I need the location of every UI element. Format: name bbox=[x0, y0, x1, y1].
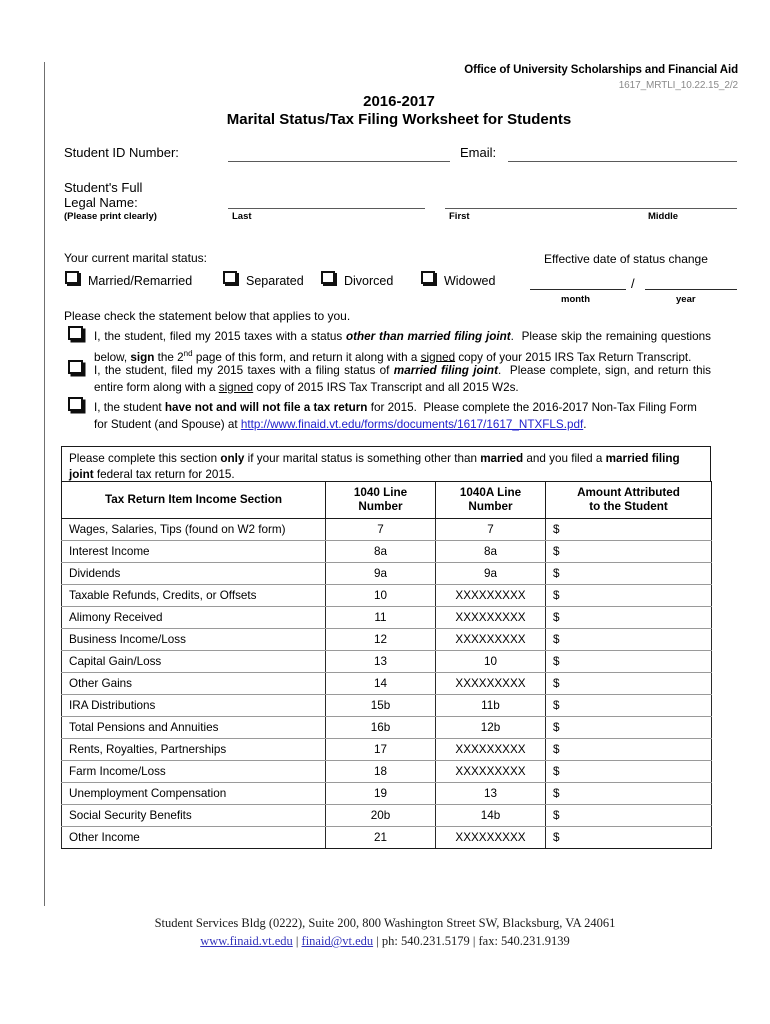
footer-contact-line bbox=[0, 932, 770, 950]
col-header-1040-line2: Number bbox=[358, 500, 403, 513]
cell-1040a-line: XXXXXXXXX bbox=[436, 607, 546, 629]
email-input[interactable] bbox=[508, 161, 737, 162]
cell-1040-line: 21 bbox=[326, 827, 436, 849]
print-clearly-note: (Please print clearly) bbox=[64, 211, 157, 222]
cell-income-item: Farm Income/Loss bbox=[62, 761, 326, 783]
cell-amount-input[interactable]: $ bbox=[546, 805, 712, 827]
income-table-head bbox=[62, 482, 712, 519]
cell-1040a-line: XXXXXXXXX bbox=[436, 585, 546, 607]
cell-1040a-line: 13 bbox=[436, 783, 546, 805]
cell-income-item: Social Security Benefits bbox=[62, 805, 326, 827]
legal-name-label-line1: Student's Full bbox=[64, 180, 143, 195]
table-row bbox=[62, 651, 712, 673]
label-divorced: Divorced bbox=[344, 274, 394, 288]
cell-1040a-line: XXXXXXXXX bbox=[436, 739, 546, 761]
col-header-item-line1: Tax Return Item Income Section bbox=[104, 493, 283, 506]
checkbox-separated[interactable] bbox=[223, 271, 237, 284]
col-header-amount bbox=[546, 482, 712, 519]
footer-email-link[interactable]: finaid@vt.edu bbox=[301, 934, 374, 948]
label-married-remarried: Married/Remarried bbox=[88, 274, 193, 288]
cell-amount-input[interactable]: $ bbox=[546, 783, 712, 805]
email-label: Email: bbox=[460, 145, 497, 160]
effective-month-input[interactable] bbox=[530, 289, 626, 290]
footer-website-link[interactable]: www.finaid.vt.edu bbox=[200, 934, 293, 948]
cell-income-item: Interest Income bbox=[62, 541, 326, 563]
cell-amount-input[interactable]: $ bbox=[546, 739, 712, 761]
col-header-1040-line1: 1040 Line bbox=[353, 486, 408, 499]
cell-1040-line: 9a bbox=[326, 563, 436, 585]
col-header-1040 bbox=[326, 482, 436, 519]
checkbox-widowed[interactable] bbox=[421, 271, 435, 284]
cell-1040a-line: XXXXXXXXX bbox=[436, 827, 546, 849]
table-row bbox=[62, 827, 712, 849]
cell-1040a-line: XXXXXXXXX bbox=[436, 629, 546, 651]
cell-income-item: Other Income bbox=[62, 827, 326, 849]
table-row bbox=[62, 585, 712, 607]
cell-amount-input[interactable]: $ bbox=[546, 585, 712, 607]
checkbox-statement-other-than-mfj[interactable] bbox=[68, 326, 83, 340]
cell-amount-input[interactable]: $ bbox=[546, 695, 712, 717]
checkbox-divorced[interactable] bbox=[321, 271, 335, 284]
table-row bbox=[62, 673, 712, 695]
income-table-body bbox=[62, 519, 712, 849]
marital-status-prompt: Your current marital status: bbox=[64, 251, 207, 265]
table-row bbox=[62, 717, 712, 739]
cell-1040-line: 7 bbox=[326, 519, 436, 541]
table-row bbox=[62, 695, 712, 717]
cell-income-item: Unemployment Compensation bbox=[62, 783, 326, 805]
cell-amount-input[interactable]: $ bbox=[546, 717, 712, 739]
page-left-rule bbox=[44, 62, 45, 906]
cell-amount-input[interactable]: $ bbox=[546, 629, 712, 651]
cell-1040-line: 20b bbox=[326, 805, 436, 827]
footer-address: Student Services Bldg (0222), Suite 200, 800 Washington Street SW, Blacksburg, VA 24061 bbox=[154, 916, 616, 930]
cell-income-item: Capital Gain/Loss bbox=[62, 651, 326, 673]
table-row bbox=[62, 563, 712, 585]
page-title: Marital Status/Tax Filing Worksheet for Students bbox=[226, 111, 572, 128]
table-row bbox=[62, 805, 712, 827]
last-name-input[interactable] bbox=[228, 208, 425, 209]
first-name-caption: First bbox=[449, 211, 470, 222]
cell-income-item: Rents, Royalties, Partnerships bbox=[62, 739, 326, 761]
table-row bbox=[62, 761, 712, 783]
cell-amount-input[interactable]: $ bbox=[546, 673, 712, 695]
cell-1040a-line: 14b bbox=[436, 805, 546, 827]
table-row bbox=[62, 739, 712, 761]
table-row bbox=[62, 783, 712, 805]
col-header-1040a-line2: Number bbox=[468, 500, 513, 513]
cell-income-item: Dividends bbox=[62, 563, 326, 585]
checkbox-statement-mfj[interactable] bbox=[68, 360, 83, 374]
cell-1040a-line: 11b bbox=[436, 695, 546, 717]
cell-income-item: Wages, Salaries, Tips (found on W2 form) bbox=[62, 519, 326, 541]
col-header-amount-line2: to the Student bbox=[589, 500, 668, 513]
cell-income-item: Total Pensions and Annuities bbox=[62, 717, 326, 739]
cell-1040-line: 13 bbox=[326, 651, 436, 673]
cell-income-item: Taxable Refunds, Credits, or Offsets bbox=[62, 585, 326, 607]
col-header-1040a-line1: 1040A Line bbox=[459, 486, 522, 499]
cell-1040-line: 17 bbox=[326, 739, 436, 761]
first-middle-name-input[interactable] bbox=[445, 208, 737, 209]
cell-income-item: IRA Distributions bbox=[62, 695, 326, 717]
label-separated: Separated bbox=[246, 274, 304, 288]
col-header-1040a bbox=[436, 482, 546, 519]
label-widowed: Widowed bbox=[444, 274, 496, 288]
cell-1040-line: 15b bbox=[326, 695, 436, 717]
statement-other-than-mfj: I, the student, filed my 2015 taxes with a status other than married filing joint. Please skip the remaining questions below, sign the 2nd page of this form, and return it along with a signed copy of your 2015 IRS Tax Return Transcript. bbox=[94, 330, 711, 364]
footer-sep-1: | bbox=[292, 934, 302, 948]
cell-1040-line: 12 bbox=[326, 629, 436, 651]
checkbox-statement-non-filer[interactable] bbox=[68, 397, 83, 411]
cell-amount-input[interactable]: $ bbox=[546, 651, 712, 673]
month-caption: month bbox=[561, 294, 591, 305]
col-header-amount-line1: Amount Attributed bbox=[577, 486, 680, 499]
year-caption: year bbox=[676, 294, 696, 305]
cell-1040a-line: 10 bbox=[436, 651, 546, 673]
cell-1040a-line: 8a bbox=[436, 541, 546, 563]
cell-1040-line: 16b bbox=[326, 717, 436, 739]
cell-1040-line: 11 bbox=[326, 607, 436, 629]
cell-1040a-line: XXXXXXXXX bbox=[436, 761, 546, 783]
statements-prompt: Please check the statement below that applies to you. bbox=[64, 309, 351, 323]
cell-1040a-line: XXXXXXXXX bbox=[436, 673, 546, 695]
cell-1040-line: 19 bbox=[326, 783, 436, 805]
statement-non-filer: I, the student have not and will not file a tax return for 2015. Please complete the 2016-2017 Non-Tax Filing Form for Student (and Spouse) at http://www.finaid.vt.edu/forms/documents/1617/1617_NTXFLS.pdf. bbox=[94, 401, 697, 431]
table-row bbox=[62, 519, 712, 541]
cell-amount-input[interactable]: $ bbox=[546, 761, 712, 783]
table-row bbox=[62, 541, 712, 563]
footer-phone-fax: | ph: 540.231.5179 | fax: 540.231.9139 bbox=[373, 934, 570, 948]
cell-income-item: Business Income/Loss bbox=[62, 629, 326, 651]
cell-1040a-line: 7 bbox=[436, 519, 546, 541]
table-row bbox=[62, 607, 712, 629]
cell-amount-input[interactable]: $ bbox=[546, 827, 712, 849]
form-year-range: 2016-2017 bbox=[363, 93, 435, 110]
cell-1040-line: 10 bbox=[326, 585, 436, 607]
table-row bbox=[62, 629, 712, 651]
col-header-item bbox=[62, 482, 326, 519]
cell-1040a-line: 9a bbox=[436, 563, 546, 585]
cell-income-item: Other Gains bbox=[62, 673, 326, 695]
effective-date-label: Effective date of status change bbox=[544, 252, 708, 266]
cell-amount-input[interactable]: $ bbox=[546, 519, 712, 541]
page-footer bbox=[0, 914, 770, 950]
legal-name-label-line2: Legal Name: bbox=[64, 195, 138, 210]
student-id-input[interactable] bbox=[228, 161, 450, 162]
cell-1040a-line: 12b bbox=[436, 717, 546, 739]
cell-1040-line: 8a bbox=[326, 541, 436, 563]
section-instruction-box: Please complete this section only if your marital status is something other than married and you filed a married filing joint federal tax return for 2015. bbox=[61, 446, 711, 482]
date-separator: / bbox=[631, 276, 635, 291]
cell-amount-input[interactable]: $ bbox=[546, 563, 712, 585]
office-name: Office of University Scholarships and Financial Aid bbox=[464, 64, 738, 76]
cell-income-item: Alimony Received bbox=[62, 607, 326, 629]
cell-amount-input[interactable]: $ bbox=[546, 541, 712, 563]
effective-year-input[interactable] bbox=[645, 289, 737, 290]
middle-name-caption: Middle bbox=[648, 211, 679, 222]
form-code: 1617_MRTLI_10.22.15_2/2 bbox=[618, 80, 738, 91]
checkbox-married-remarried[interactable] bbox=[65, 271, 79, 284]
cell-1040-line: 14 bbox=[326, 673, 436, 695]
cell-1040-line: 18 bbox=[326, 761, 436, 783]
table-header-row bbox=[62, 482, 712, 519]
last-name-caption: Last bbox=[232, 211, 252, 222]
income-table bbox=[61, 481, 712, 849]
statement-mfj: I, the student, filed my 2015 taxes with a filing status of married filing joint. Please complete, sign, and return this entire form along with a signed copy of 2015 IRS Tax Transcript and all 2015 W2s. bbox=[94, 364, 712, 394]
cell-amount-input[interactable]: $ bbox=[546, 607, 712, 629]
student-id-label: Student ID Number: bbox=[64, 145, 179, 160]
